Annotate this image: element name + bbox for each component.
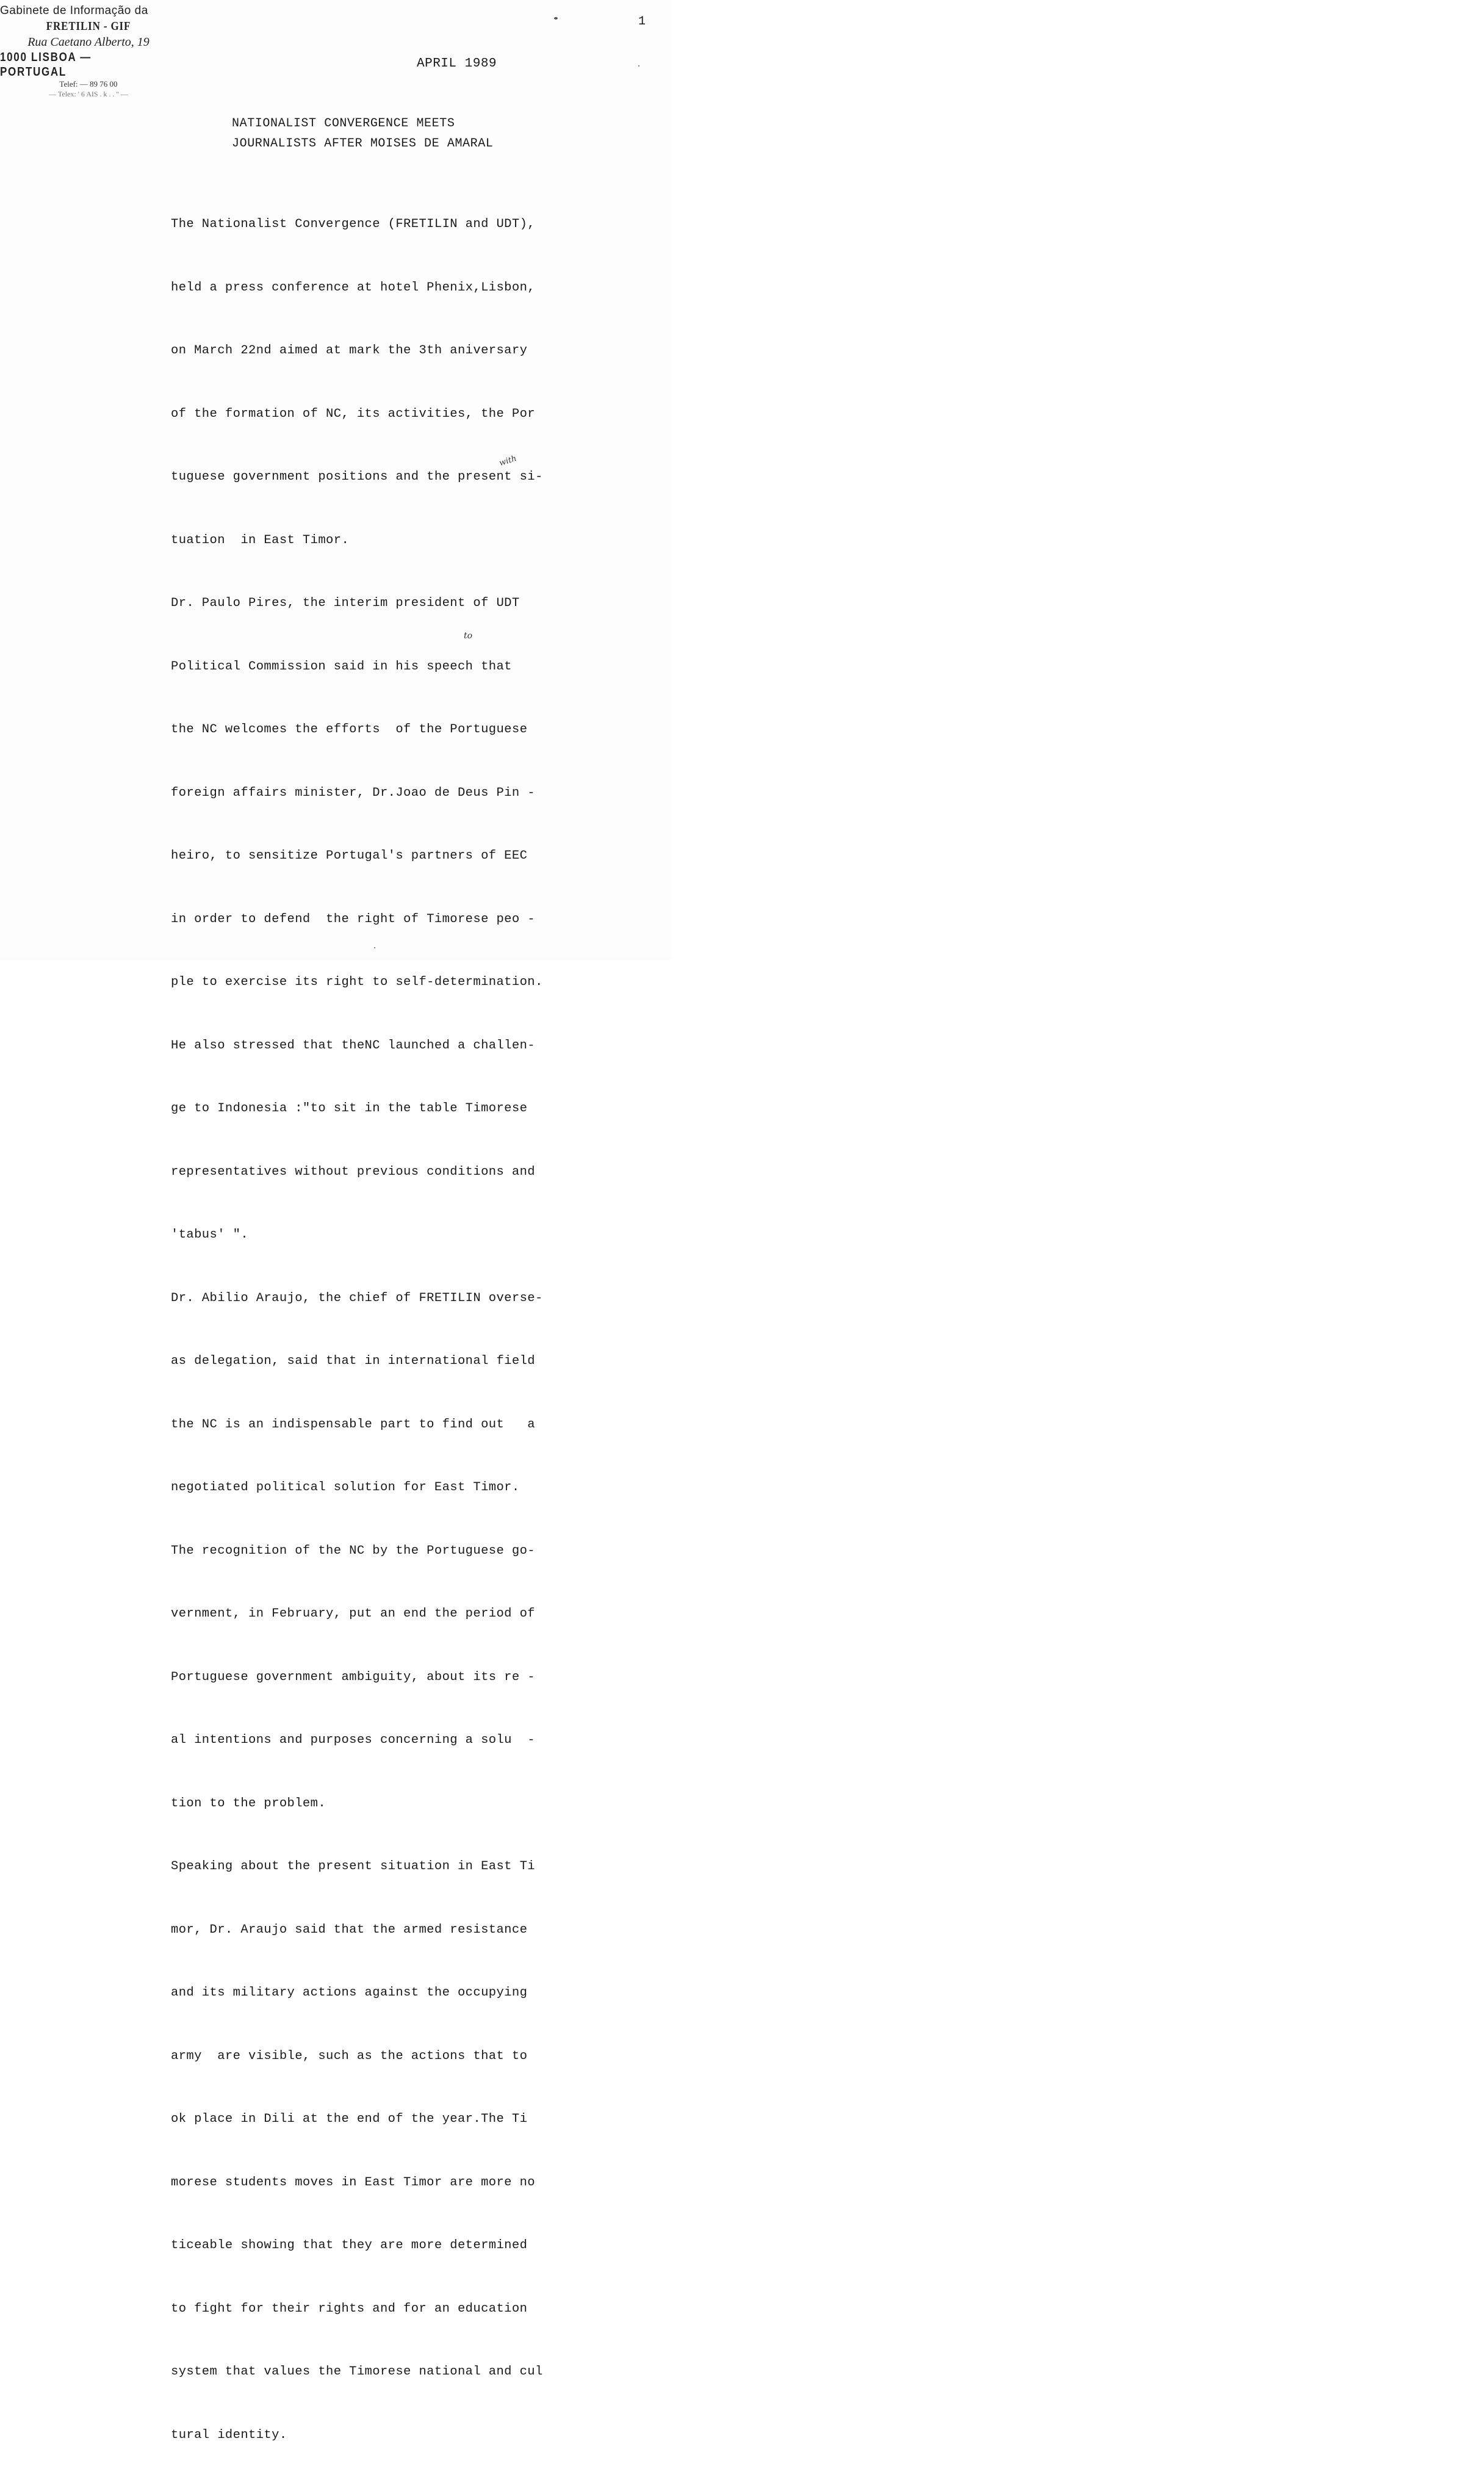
document-page [0, 0, 671, 2442]
body-line: tuguese government positions and the present si- [171, 470, 543, 484]
body-line: mor, Dr. Araujo said that the armed resistance [171, 1922, 528, 1937]
body-line: held a press conference at hotel Phenix,Lisbon, [171, 280, 535, 295]
body-line: representatives without previous conditions and [171, 1164, 535, 1179]
body-line: Dr. Paulo Pires, the interim president of UDT [171, 596, 520, 610]
body-line: and its military actions against the occupying [171, 1986, 528, 2000]
body-line: negotiated political solution for East Timor. [171, 1480, 520, 1495]
body-line: system that values the Timorese national and cul [171, 2365, 543, 2379]
letterhead-office: Gabinete de Informação da [0, 4, 148, 17]
body-line: the NC is an indispensable part to find out a [171, 1417, 535, 1432]
handwritten-to: to [464, 631, 473, 641]
ink-speck [554, 17, 558, 20]
body-line: ge to Indonesia :"to sit in the table Timorese [171, 1102, 528, 1116]
body-line: The recognition of the NC by the Portuguese go- [171, 1543, 535, 1558]
body-line: as delegation, said that in international field [171, 1354, 535, 1368]
letterhead-stamp [0, 4, 177, 99]
body-line: Speaking about the present situation in East Ti [171, 1859, 535, 1873]
document-date: APRIL 1989 [417, 57, 497, 71]
body-text [171, 172, 598, 2488]
body-line: al intentions and purposes concerning a solu - [171, 1733, 535, 1747]
headline-line-2: JOURNALISTS AFTER MOISES DE AMARAL [232, 137, 494, 151]
headline [232, 114, 493, 154]
body-line: ticeable showing that they are more determined [171, 2238, 528, 2252]
handwritten-with: with [498, 453, 518, 469]
letterhead-city: 1000 LISBOA — PORTUGAL [0, 51, 92, 79]
body-line: morese students moves in East Timor are more no [171, 2175, 535, 2190]
body-line: Political Commission said in his speech that [171, 659, 512, 674]
body-line: on March 22nd aimed at mark the 3th aniversary [171, 344, 528, 358]
headline-line-1: NATIONALIST CONVERGENCE MEETS [232, 117, 455, 131]
body-line: ple to exercise its right to self-determination. [171, 975, 543, 989]
letterhead-org-name: FRETILIN - GIF [46, 20, 131, 33]
body-line: tion to the problem. [171, 1796, 326, 1811]
ink-speck [638, 65, 639, 67]
body-line: Dr. Abilio Araujo, the chief of FRETILIN overse- [171, 1291, 543, 1305]
letterhead-street: Rua Caetano Alberto, 19 [27, 35, 149, 49]
body-line: ok place in Dili at the end of the year.The Ti [171, 2112, 528, 2126]
body-line: the NC welcomes the efforts of the Portuguese [171, 723, 528, 737]
body-line: in order to defend the right of Timorese peo - [171, 912, 535, 926]
body-line: Portuguese government ambiguity, about its re - [171, 1670, 535, 1684]
body-line: heiro, to sensitize Portugal's partners of EEC [171, 849, 528, 863]
body-line: He also stressed that theNC launched a challen- [171, 1038, 535, 1053]
letterhead-phone: Telef: — 89 76 00 [59, 79, 118, 88]
ink-speck [374, 947, 375, 948]
body-line: vernment, in February, put an end the period of [171, 1607, 535, 1621]
body-line: 'tabus' ". [171, 1228, 249, 1242]
body-line: tuation in East Timor. [171, 533, 350, 547]
body-line: army are visible, such as the actions that to [171, 2049, 528, 2063]
letterhead-telex: — Telex: ' 6 AIS . k . . '' — [49, 90, 128, 98]
body-line: foreign affairs minister, Dr.Joao de Deus Pin - [171, 785, 535, 800]
body-line: tural identity. [171, 2428, 287, 2442]
body-line: to fight for their rights and for an education [171, 2301, 528, 2316]
body-line: of the formation of NC, its activities, the Por [171, 406, 535, 421]
body-line: The Nationalist Convergence (FRETILIN and UDT), [171, 217, 535, 231]
page-number: 1 [638, 15, 646, 29]
